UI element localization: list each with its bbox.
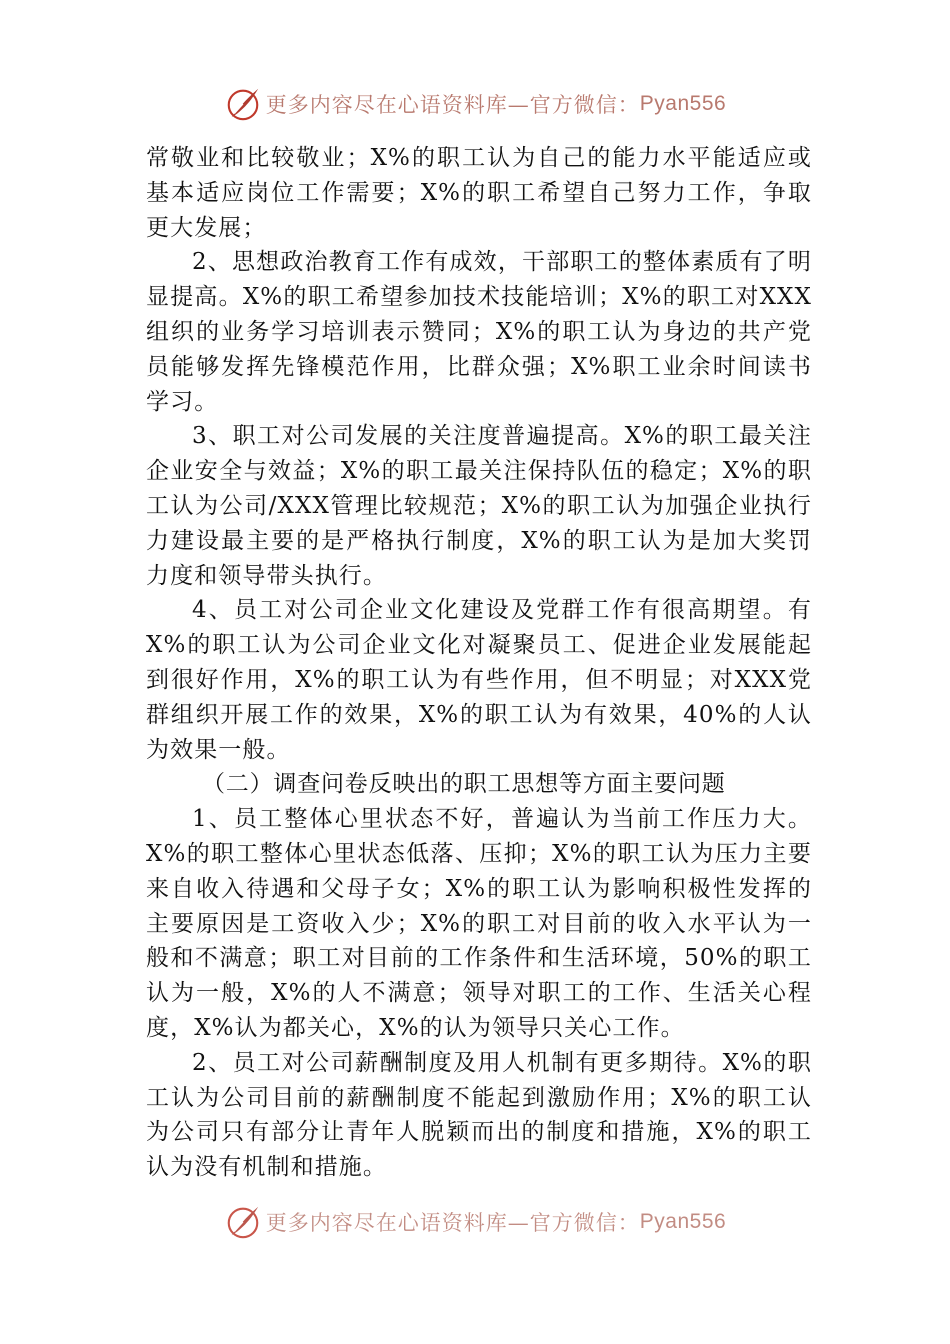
paragraph-item-3: 3、职工对公司发展的关注度普遍提高。X%的职工最关注企业安全与效益；X%的职工最关注保持队伍的稳定；X%的职工认为公司/XXX管理比较规范；X%的职工认为加强企业执行力建设最主要的是严格执行制度，X%的职工认为是加大奖罚力度和领导带头执行。 [146, 423, 812, 589]
section-heading: （二）调查问卷反映出的职工思想等方面主要问题 [202, 771, 726, 798]
paragraph-problem-1: 1、员工整体心里状态不好，普遍认为当前工作压力大。X%的职工整体心里状态低落、压抑；X%的职工认为压力主要来自收入待遇和父母子女；X%的职工认为影响积极性发挥的主要原因是工资收入少；X%的职工对目前的收入水平认为一般和不满意；职工对目前的工作条件和生活环境，50%的职工认为一般，X%的人不满意；领导对职工的工作、生活关心程度，X%认为都关心，X%的认为领导只关心工作。 [146, 806, 812, 1041]
watermark-header [0, 84, 950, 124]
watermark-wechat-id: Pyan556 [639, 92, 727, 115]
paragraph-item-4: 4、员工对公司企业文化建设及党群工作有很高期望。有X%的职工认为公司企业文化对凝聚员工、促进企业发展能起到很好作用，X%的职工认为有些作用，但不明显；对XXX党群组织开展工作的效果，X%的职工认为有效果，40%的人认为效果一般。 [146, 597, 812, 763]
quill-logo-icon [224, 85, 262, 123]
watermark-footer [0, 1202, 950, 1242]
paragraph-continuation: 常敬业和比较敬业；X%的职工认为自己的能力水平能适应或基本适应岗位工作需要；X%的职工希望自己努力工作，争取更大发展； [146, 145, 812, 241]
document-body [146, 141, 812, 1185]
watermark-wechat-id: Pyan556 [639, 1210, 727, 1233]
paragraph-item-2: 2、思想政治教育工作有成效，干部职工的整体素质有了明显提高。X%的职工希望参加技术技能培训；X%的职工对XXX组织的业务学习培训表示赞同；X%的职工认为身边的共产党员能够发挥先锋模范作用，比群众强；X%职工业余时间读书学习。 [146, 249, 812, 415]
quill-logo-icon [224, 1203, 262, 1241]
watermark-text: 更多内容尽在心语资料库—官方微信： [265, 1211, 640, 1235]
paragraph-problem-2: 2、员工对公司薪酬制度及用人机制有更多期待。X%的职工认为公司目前的薪酬制度不能起到激励作用；X%的职工认为公司只有部分让青年人脱颖而出的制度和措施，X%的职工认为没有机制和措施。 [146, 1049, 812, 1181]
watermark-text: 更多内容尽在心语资料库—官方微信： [265, 93, 640, 117]
